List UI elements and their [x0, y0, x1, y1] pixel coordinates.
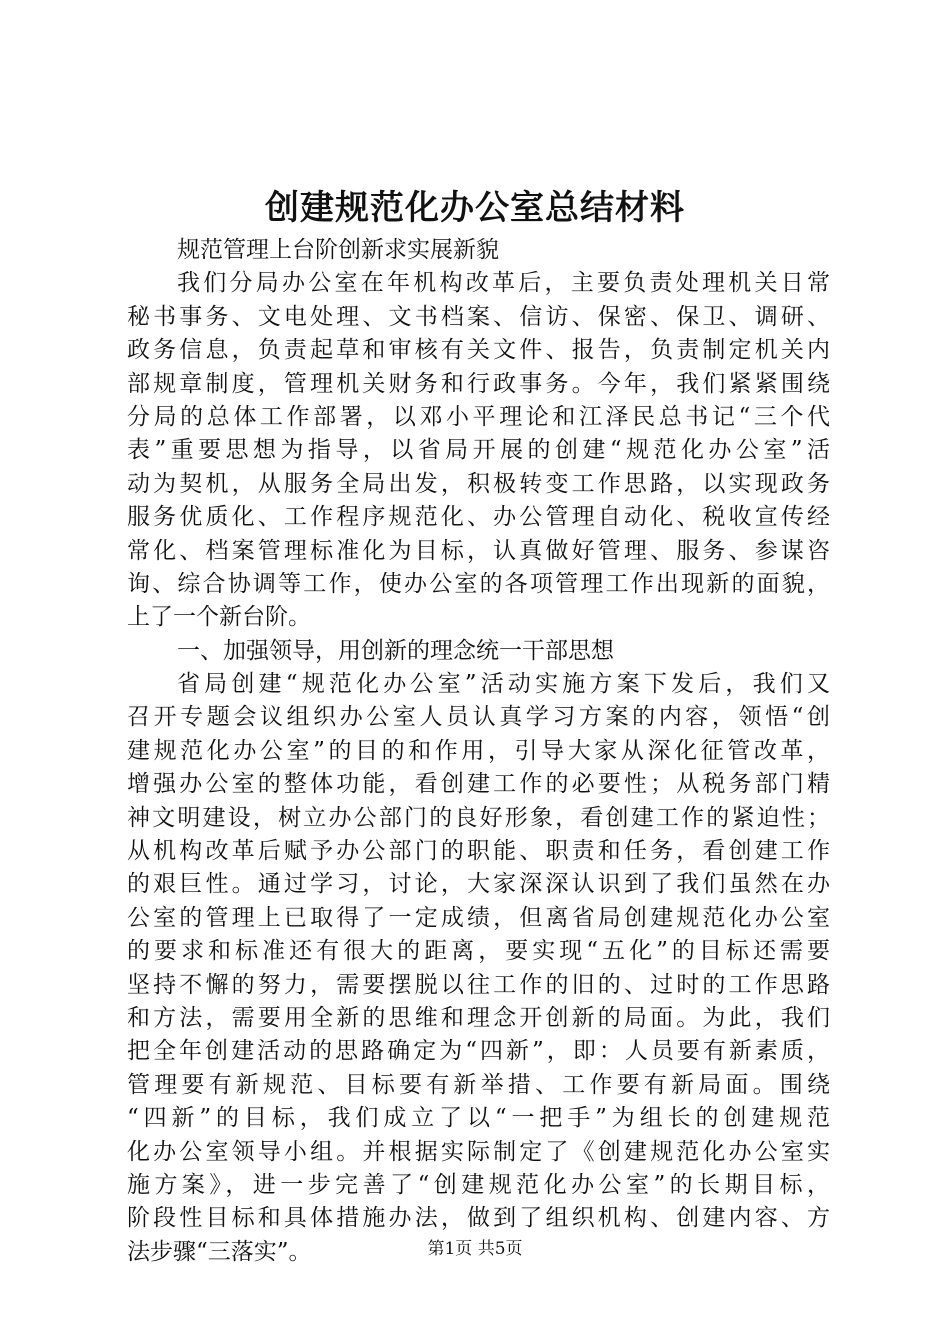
paragraph-line: 管理要有新规范、目标要有新举措、工作要有新局面。围绕 — [127, 1071, 830, 1098]
paragraph-line: 动为契机，从服务全局出发，积极转变工作思路，以实现政务 — [127, 470, 830, 497]
section-heading: 一、加强领导，用创新的理念统一干部思想 — [177, 637, 614, 664]
paragraph-line: 部规章制度，管理机关财务和行政事务。今年，我们紧紧围绕 — [127, 370, 830, 397]
paragraph-line: 公室的管理上已取得了一定成绩，但离省局创建规范化办公室 — [127, 904, 830, 931]
paragraph-line: 召开专题会议组织办公室人员认真学习方案的内容，领悟“创 — [127, 704, 830, 731]
paragraph-line: 秘书事务、文电处理、文书档案、信访、保密、保卫、调研、 — [127, 303, 830, 330]
page-number-footer: 第1页 共5页 — [427, 1239, 523, 1259]
paragraph-line: 我们分局办公室在年机构改革后，主要负责处理机关日常 — [177, 270, 830, 297]
paragraph-line: “四新”的目标，我们成立了以“一把手”为组长的创建规范 — [127, 1105, 830, 1132]
paragraph-line: 分局的总体工作部署，以邓小平理论和江泽民总书记“三个代 — [127, 403, 830, 430]
paragraph-line: 从机构改革后赋予办公部门的职能、职责和任务，看创建工作 — [127, 838, 830, 865]
paragraph-line: 神文明建设，树立办公部门的良好形象，看创建工作的紧迫性； — [127, 804, 830, 831]
paragraph-line: 和方法，需要用全新的思维和理念开创新的局面。为此，我们 — [127, 1004, 830, 1031]
paragraph-line: 常化、档案管理标准化为目标，认真做好管理、服务、参谋咨 — [127, 537, 830, 564]
paragraph-line: 的艰巨性。通过学习，讨论，大家深深认识到了我们虽然在办 — [127, 871, 830, 898]
paragraph-line: 政务信息，负责起草和审核有关文件、报告，负责制定机关内 — [127, 337, 830, 364]
paragraph-line: 省局创建“规范化办公室”活动实施方案下发后，我们又 — [177, 671, 830, 698]
paragraph-line: 施方案》，进一步完善了“创建规范化办公室”的长期目标， — [127, 1171, 830, 1198]
document-body — [127, 234, 830, 1269]
paragraph-line: 询、综合协调等工作，使办公室的各项管理工作出现新的面貌， — [127, 570, 830, 597]
paragraph-line: 把全年创建活动的思路确定为“四新”，即：人员要有新素质， — [127, 1038, 830, 1065]
paragraph-line: 法步骤“三落实”。 — [127, 1238, 312, 1265]
paragraph-line: 服务优质化、工作程序规范化、办公管理自动化、税收宣传经 — [127, 504, 830, 531]
document-title: 创建规范化办公室总结材料 — [265, 188, 685, 228]
paragraph-line: 阶段性目标和具体措施办法，做到了组织机构、创建内容、方 — [127, 1205, 830, 1232]
paragraph-line: 建规范化办公室”的目的和作用，引导大家从深化征管改革， — [127, 737, 830, 764]
paragraph-line: 坚持不懈的努力，需要摆脱以往工作的旧的、过时的工作思路 — [127, 971, 830, 998]
paragraph-line: 增强办公室的整体功能，看创建工作的必要性；从税务部门精 — [127, 771, 830, 798]
paragraph-line: 化办公室领导小组。并根据实际制定了《创建规范化办公室实 — [127, 1138, 830, 1165]
paragraph-line: 上了一个新台阶。 — [127, 604, 311, 631]
section-subtitle: 规范管理上台阶创新求实展新貌 — [177, 237, 499, 263]
paragraph-line: 的要求和标准还有很大的距离，要实现“五化”的目标还需要 — [127, 938, 830, 965]
paragraph-line: 表”重要思想为指导，以省局开展的创建“规范化办公室”活 — [127, 437, 830, 464]
